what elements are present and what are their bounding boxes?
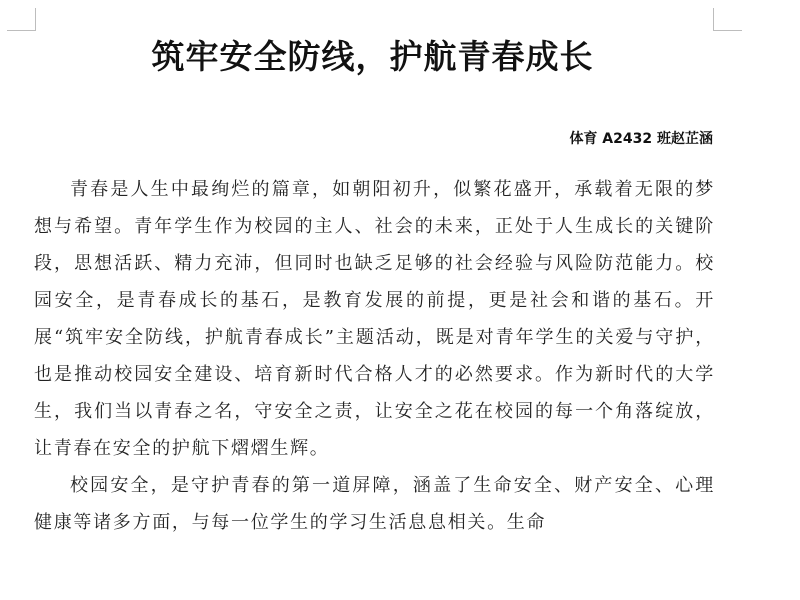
crop-mark-top-right <box>713 8 742 31</box>
document-title: 筑牢安全防线，护航青春成长 <box>151 37 594 76</box>
crop-mark-top-left <box>7 8 36 31</box>
author-line: 体育 A2432 班赵芷涵 <box>569 131 713 147</box>
paragraph: 校园安全，是守护青春的第一道屏障，涵盖了生命安全、财产安全、心理健康等诸多方面，与每一位学生的学习生活息息相关。生命 <box>34 475 715 533</box>
paragraph: 青春是人生中最绚烂的篇章，如朝阳初升，似繁花盛开，承载着无限的梦想与希望。青年学生作为校园的主人、社会的未来，正处于人生成长的关键阶段，思想活跃、精力充沛，但同时也缺乏足够的社会经验与风险防范能力。校园安全，是青春成长的基石，是教育发展的前提，更是社会和谐的基石。开展“筑牢安全防线，护航青春成长”主题活动，既是对青年学生的关爱与守护，也是推动校园安全建设、培育新时代合格人才的必然要求。作为新时代的大学生，我们当以青春之名，守安全之责，让安全之花在校园的每一个角落绽放，让青春在安全的护航下熠熠生辉。 <box>34 179 715 459</box>
document-body <box>34 171 715 541</box>
